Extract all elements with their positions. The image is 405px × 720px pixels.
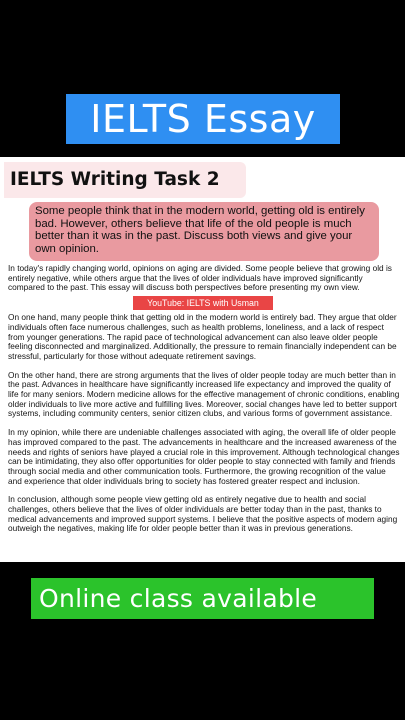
task-title: IELTS Writing Task 2 [4,162,246,198]
essay-body [8,264,401,543]
essay-prompt: Some people think that in the modern world, getting old is entirely bad. However, others believe that life of the old people is much better than it was in the past. Discuss both views and give your own opinion. [29,202,379,261]
essay-paragraph-intro: In today's rapidly changing world, opinions on aging are divided. Some people believe that growing old is entirely negative, while others argue that the lives of older individuals have improved significantly compared to the past. This essay will discuss both perspectives before presenting my own view. [8,263,392,293]
essay-card [0,157,405,562]
essay-paragraph-view-two: On the other hand, there are strong arguments that the lives of older people today are much better than in the past. Advances in healthcare have significantly increased life expectancy and improved the quality of life for many seniors. Modern medicine allows for the effective management of chronic conditions, enabling older individuals to live more active and fulfilling lives. Moreover, social changes have led to better support systems, including community centers, senior citizen clubs, and various forms of government assistance. [8,369,400,419]
essay-paragraph-view-one: On one hand, many people think that getting old in the modern world is entirely bad. They argue that older individuals often face numerous challenges, such as health problems, loneliness, and a lack of respect from younger generations. The rapid pace of technological advancement can also leave older people feeling disconnected and marginalized. Additionally, the pressure to remain financially independent can be stressful, particularly for those without adequate retirement savings. [8,312,397,361]
youtube-channel-label: YouTube: IELTS with Usman [133,296,273,310]
top-banner: IELTS Essay [66,94,340,144]
online-class-banner: Online class available [31,578,374,619]
essay-paragraph-conclusion: In conclusion, although some people view getting old as entirely negative due to health and social challenges, others believe that the lives of older individuals are better today than in the past, thanks to medical advancements and improved support systems. I believe that the positive aspects of modern aging outweigh the negatives, making life for older people better than it was in previous generations. [8,494,398,534]
essay-paragraph-opinion: In my opinion, while there are undeniable challenges associated with aging, the overall life of older people has improved compared to the past. The advancements in healthcare and the increased awareness of the needs and rights of seniors have played a crucial role in this improvement. Although technological changes can be intimidating, they also offer opportunities for older people to stay connected with family and friends through social media and other communication tools. Furthermore, the growing recognition of the value and experience that older individuals bring to society has fostered greater respect and inclusion. [8,427,400,486]
